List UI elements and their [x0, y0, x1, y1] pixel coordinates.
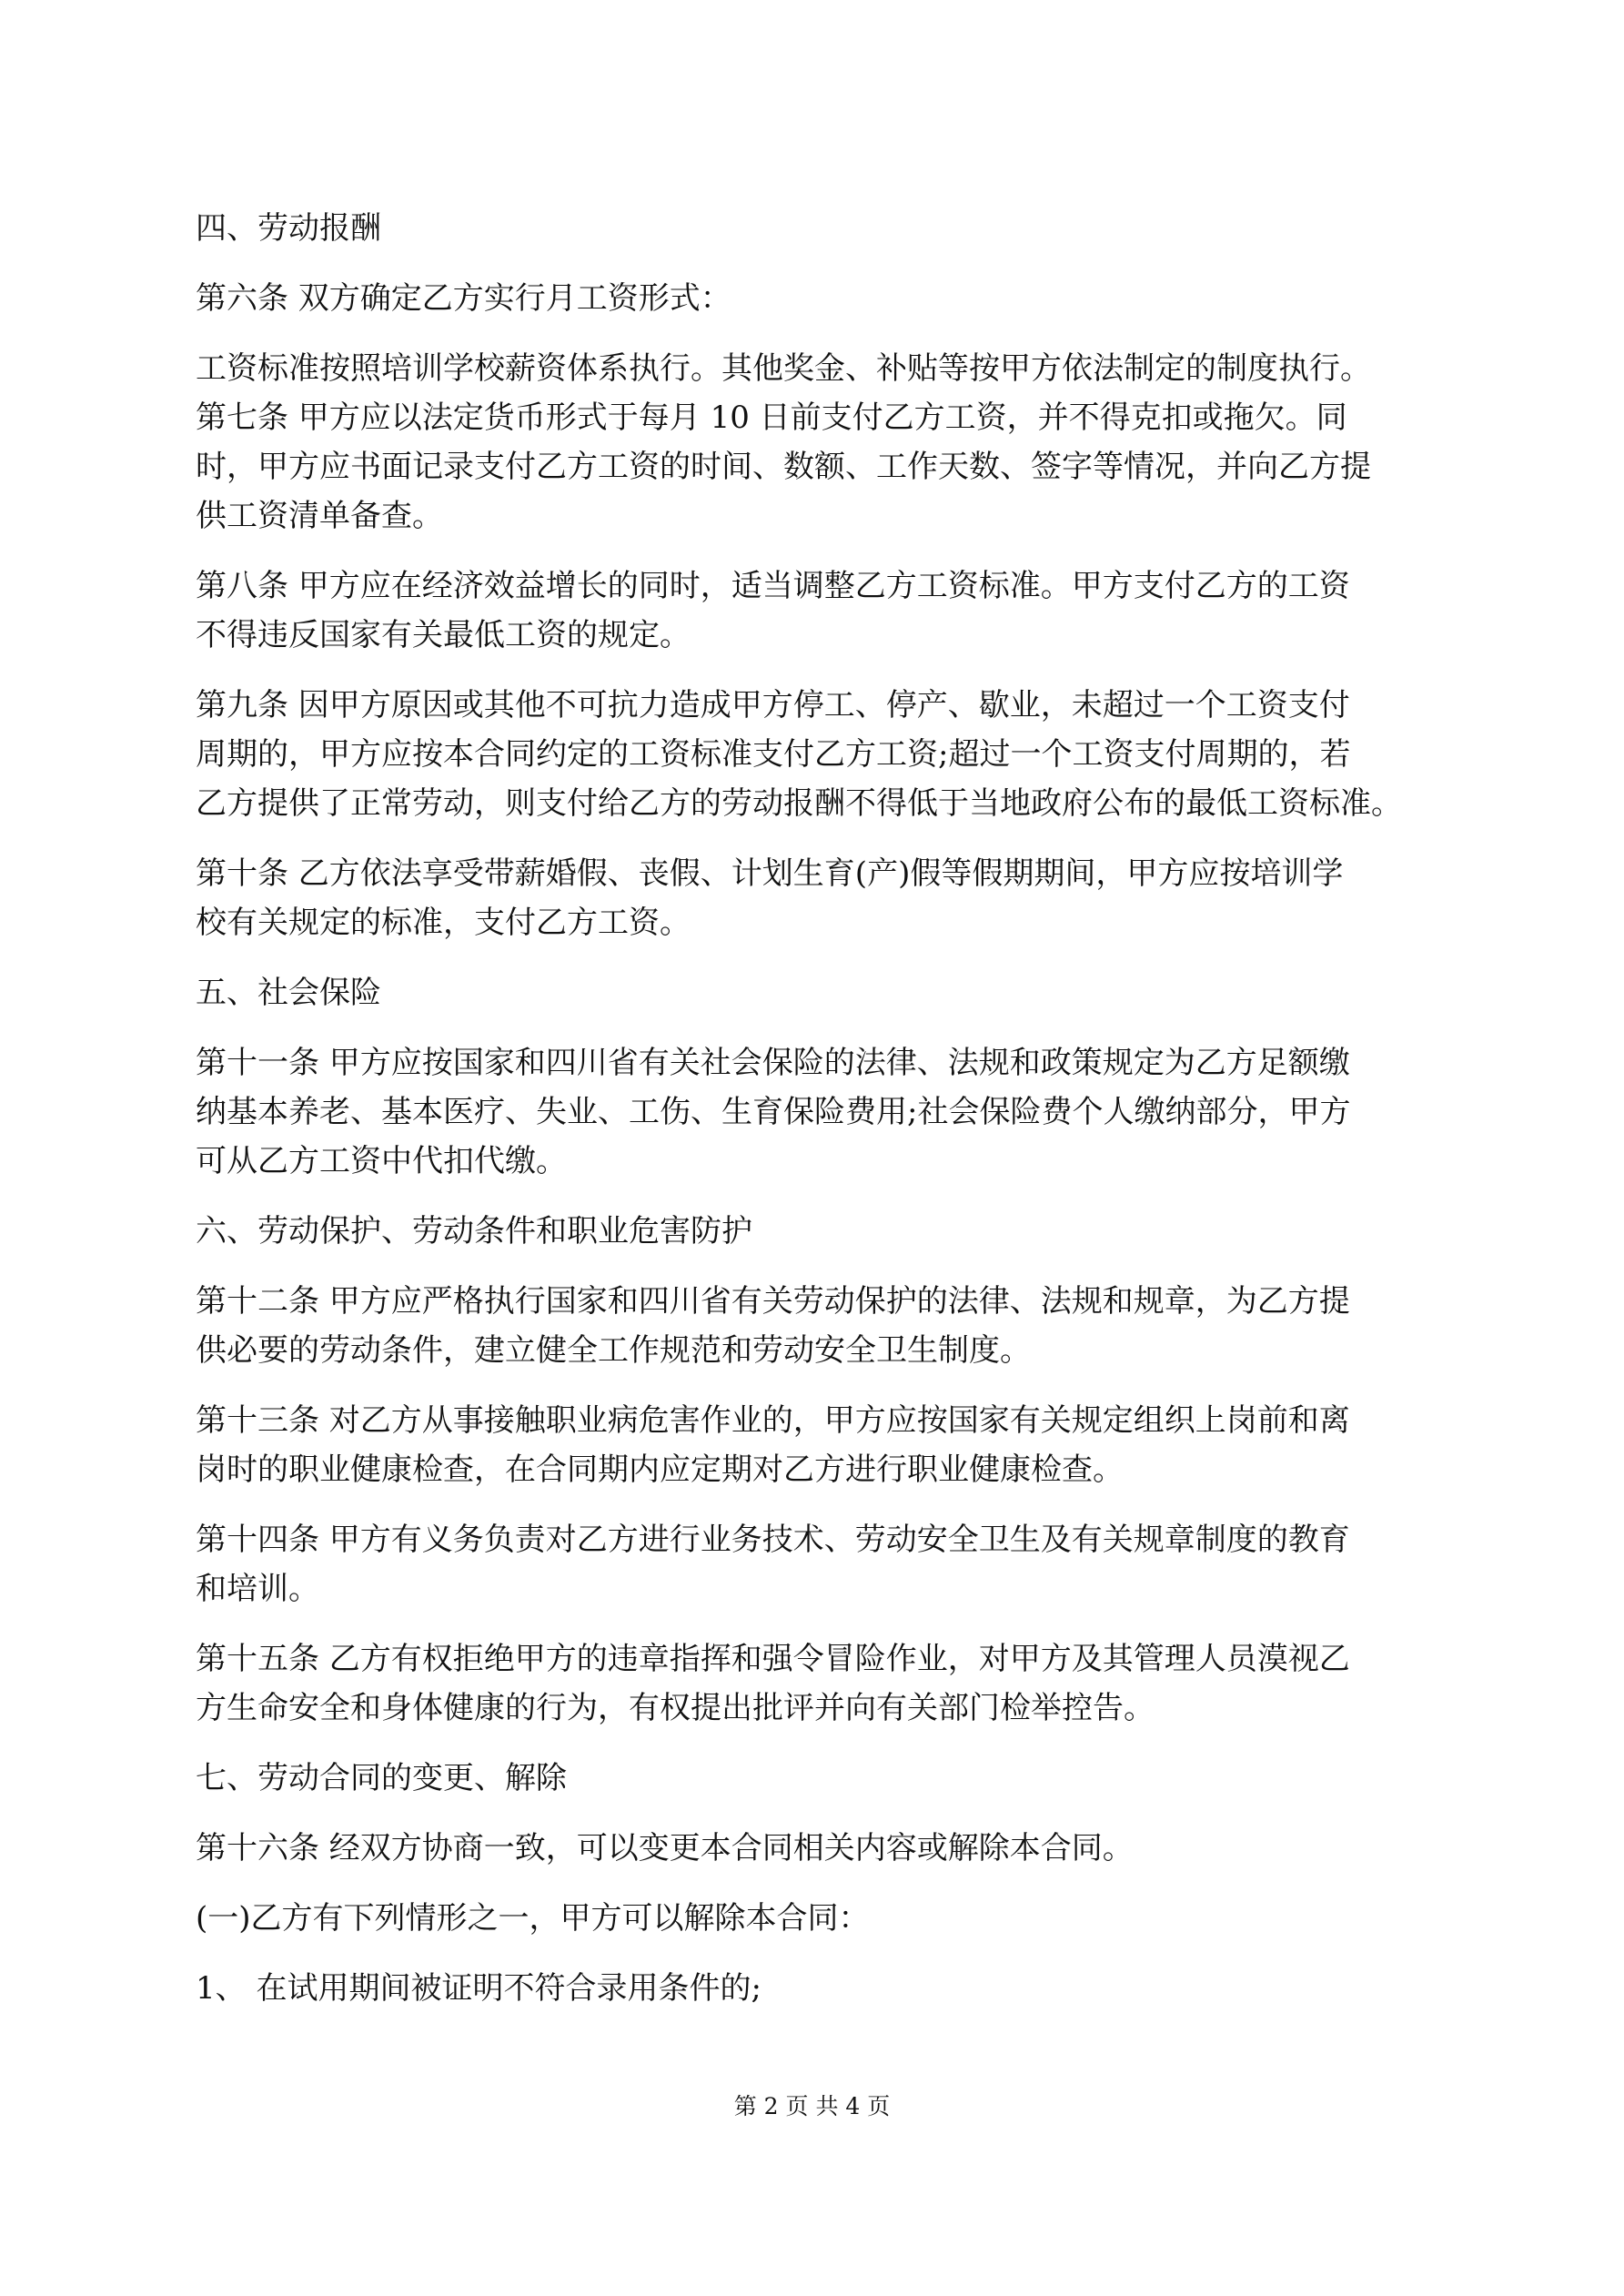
text-line: 供工资清单备查。	[196, 498, 443, 534]
section-heading: 六、劳动保护、劳动条件和职业危害防护	[196, 1213, 752, 1249]
page-number: 第 2 页 共 4 页	[733, 2093, 891, 2119]
text-line: 1、 在试用期间被证明不符合录用条件的;	[196, 1970, 762, 2007]
text-line: 第十二条 甲方应严格执行国家和四川省有关劳动保护的法律、法规和规章，为乙方提	[196, 1283, 1350, 1320]
text-line: 岗时的职业健康检查，在合同期内应定期对乙方进行职业健康检查。	[196, 1451, 1124, 1488]
text-line: 纳基本养老、基本医疗、失业、工伤、生育保险费用;社会保险费个人缴纳部分，甲方	[196, 1094, 1351, 1130]
section-heading: 五、社会保险	[196, 975, 381, 1011]
text-line: 第十六条 经双方协商一致，可以变更本合同相关内容或解除本合同。	[196, 1830, 1134, 1866]
text-line: 第十一条 甲方应按国家和四川省有关社会保险的法律、法规和政策规定为乙方足额缴	[196, 1045, 1350, 1081]
text-line: 第十五条 乙方有权拒绝甲方的违章指挥和强令冒险作业，对甲方及其管理人员漠视乙	[196, 1641, 1350, 1677]
section-heading: 七、劳动合同的变更、解除	[196, 1760, 567, 1796]
text-line: 校有关规定的标准，支付乙方工资。	[196, 905, 691, 941]
text-line: 乙方提供了正常劳动，则支付给乙方的劳动报酬不得低于当地政府公布的最低工资标准。	[196, 785, 1402, 822]
text-line: 周期的，甲方应按本合同约定的工资标准支付乙方工资;超过一个工资支付周期的，若	[196, 736, 1351, 773]
text-line: 和培训。	[196, 1571, 319, 1607]
text-line: 不得违反国家有关最低工资的规定。	[196, 617, 691, 653]
text-line: 第七条 甲方应以法定货币形式于每月 10 日前支付乙方工资，并不得克扣或拖欠。同	[196, 400, 1347, 436]
text-line: 第八条 甲方应在经济效益增长的同时，适当调整乙方工资标准。甲方支付乙方的工资	[196, 568, 1350, 604]
text-line: (一)乙方有下列情形之一，甲方可以解除本合同：	[196, 1900, 870, 1937]
text-line: 时，甲方应书面记录支付乙方工资的时间、数额、工作天数、签字等情况，并向乙方提	[196, 449, 1371, 485]
text-line: 第十三条 对乙方从事接触职业病危害作业的，甲方应按国家有关规定组织上岗前和离	[196, 1402, 1350, 1439]
section-heading: 四、劳动报酬	[196, 210, 381, 247]
text-line: 第六条 双方确定乙方实行月工资形式：	[196, 280, 731, 317]
text-line: 可从乙方工资中代扣代缴。	[196, 1143, 567, 1179]
text-line: 第十条 乙方依法享受带薪婚假、丧假、计划生育(产)假等假期期间，甲方应按培训学	[196, 855, 1344, 892]
text-line: 第九条 因甲方原因或其他不可抗力造成甲方停工、停产、歇业，未超过一个工资支付	[196, 687, 1350, 723]
text-line: 第十四条 甲方有义务负责对乙方进行业务技术、劳动安全卫生及有关规章制度的教育	[196, 1522, 1350, 1558]
text-line: 工资标准按照培训学校薪资体系执行。其他奖金、补贴等按甲方依法制定的制度执行。	[196, 350, 1371, 387]
text-line: 方生命安全和身体健康的行为，有权提出批评并向有关部门检举控告。	[196, 1690, 1155, 1726]
text-line: 供必要的劳动条件，建立健全工作规范和劳动安全卫生制度。	[196, 1332, 1031, 1369]
